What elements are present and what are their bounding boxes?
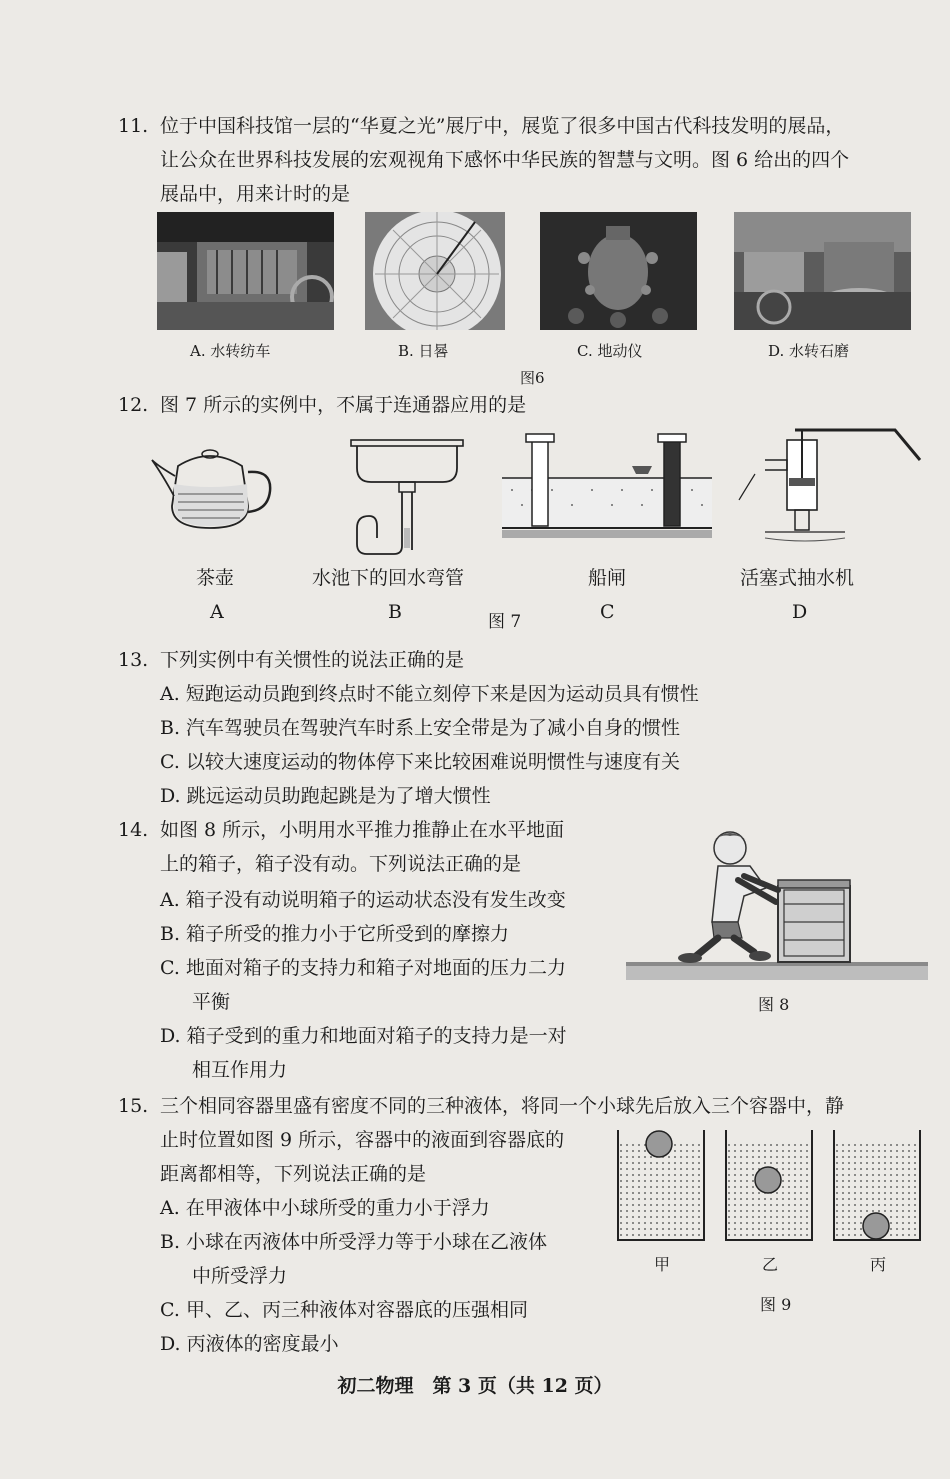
water-spinning-wheel-photo — [157, 212, 334, 330]
teapot-drawing — [148, 436, 278, 536]
q13-option-c: C. 以较大速度运动的物体停下来比较困难说明惯性与速度有关 — [160, 751, 680, 773]
three-containers-drawing — [612, 1130, 922, 1245]
q12-item-a-name: 茶壶 — [196, 567, 235, 589]
ship-lock-drawing — [502, 430, 712, 540]
q12-item-d-name: 活塞式抽水机 — [740, 567, 855, 589]
boy-pushing-box-drawing — [626, 826, 928, 986]
q14-option-c-cont: 平衡 — [192, 991, 231, 1013]
q12-item-d-letter: D — [792, 601, 808, 623]
q15-option-b-cont: 中所受浮力 — [192, 1265, 288, 1287]
q12-item-c-letter: C — [600, 601, 615, 623]
container-bing — [834, 1130, 920, 1240]
q15-option-b: B. 小球在丙液体中所受浮力等于小球在乙液体 — [160, 1231, 548, 1253]
q12-item-a-letter: A — [210, 601, 224, 623]
q11-option-a: A. 水转纺车 — [190, 342, 271, 360]
container-yi — [726, 1130, 812, 1240]
container-label-bing: 丙 — [870, 1255, 887, 1274]
q15-line-1: 三个相同容器里盛有密度不同的三种液体，将同一个小球先后放入三个容器中，静 — [160, 1095, 845, 1117]
page-footer: 初二物理 第 3 页（共 12 页） — [337, 1375, 613, 1397]
q15-number: 15. — [118, 1095, 149, 1117]
container-label-jia: 甲 — [654, 1255, 671, 1274]
q11-option-b: B. 日晷 — [398, 342, 449, 360]
q14-option-c: C. 地面对箱子的支持力和箱子对地面的压力二力 — [160, 957, 566, 979]
q15-line-2: 止时位置如图 9 所示，容器中的液面到容器底的 — [160, 1129, 565, 1151]
q11-line-3: 展品中，用来计时的是 — [160, 183, 351, 205]
q13-option-a: A. 短跑运动员跑到终点时不能立刻停下来是因为运动员具有惯性 — [160, 683, 699, 705]
piston-pump-drawing — [735, 420, 925, 550]
figure-9-caption: 图 9 — [760, 1295, 792, 1314]
q13-number: 13. — [118, 649, 149, 671]
q15-option-c: C. 甲、乙、丙三种液体对容器底的压强相同 — [160, 1299, 528, 1321]
q11-line-1: 位于中国科技馆一层的“华夏之光”展厅中，展览了很多中国古代科技发明的展品， — [160, 115, 845, 137]
sink-trap-drawing — [347, 438, 465, 558]
q12-item-b-name: 水池下的回水弯管 — [312, 567, 465, 589]
q14-option-b: B. 箱子所受的推力小于它所受到的摩擦力 — [160, 923, 510, 945]
q14-number: 14. — [118, 819, 149, 841]
q14-option-d: D. 箱子受到的重力和地面对箱子的支持力是一对 — [160, 1025, 567, 1047]
q11-option-c: C. 地动仪 — [577, 342, 643, 360]
q15-option-d: D. 丙液体的密度最小 — [160, 1333, 339, 1355]
q12-number: 12. — [118, 394, 149, 416]
figure-6-caption: 图6 — [520, 369, 545, 387]
q13-text: 下列实例中有关惯性的说法正确的是 — [160, 649, 465, 671]
q11-option-d: D. 水转石磨 — [768, 342, 850, 360]
q11-number: 11. — [118, 115, 149, 137]
q14-line-1: 如图 8 所示，小明用水平推力推静止在水平地面 — [160, 819, 565, 841]
q13-option-b: B. 汽车驾驶员在驾驶汽车时系上安全带是为了减小自身的惯性 — [160, 717, 681, 739]
q15-option-a: A. 在甲液体中小球所受的重力小于浮力 — [160, 1197, 490, 1219]
q14-line-2: 上的箱子，箱子没有动。下列说法正确的是 — [160, 853, 522, 875]
q12-item-c-name: 船闸 — [588, 567, 627, 589]
container-label-yi: 乙 — [762, 1255, 779, 1274]
q12-item-b-letter: B — [388, 601, 402, 623]
figure-8-caption: 图 8 — [758, 995, 790, 1014]
q13-option-d: D. 跳远运动员助跑起跳是为了增大惯性 — [160, 785, 491, 807]
q14-option-a: A. 箱子没有动说明箱子的运动状态没有发生改变 — [160, 889, 566, 911]
figure-7-caption: 图 7 — [488, 612, 522, 632]
q14-option-d-cont: 相互作用力 — [192, 1059, 288, 1081]
container-jia — [618, 1130, 704, 1240]
q11-line-2: 让公众在世界科技发展的宏观视角下感怀中华民族的智慧与文明。图 6 给出的四个 — [160, 149, 850, 171]
sundial-photo — [365, 212, 505, 330]
q12-text: 图 7 所示的实例中，不属于连通器应用的是 — [160, 394, 527, 416]
water-millstone-photo — [734, 212, 911, 330]
q15-line-3: 距离都相等，下列说法正确的是 — [160, 1163, 427, 1185]
seismograph-photo — [540, 212, 697, 330]
